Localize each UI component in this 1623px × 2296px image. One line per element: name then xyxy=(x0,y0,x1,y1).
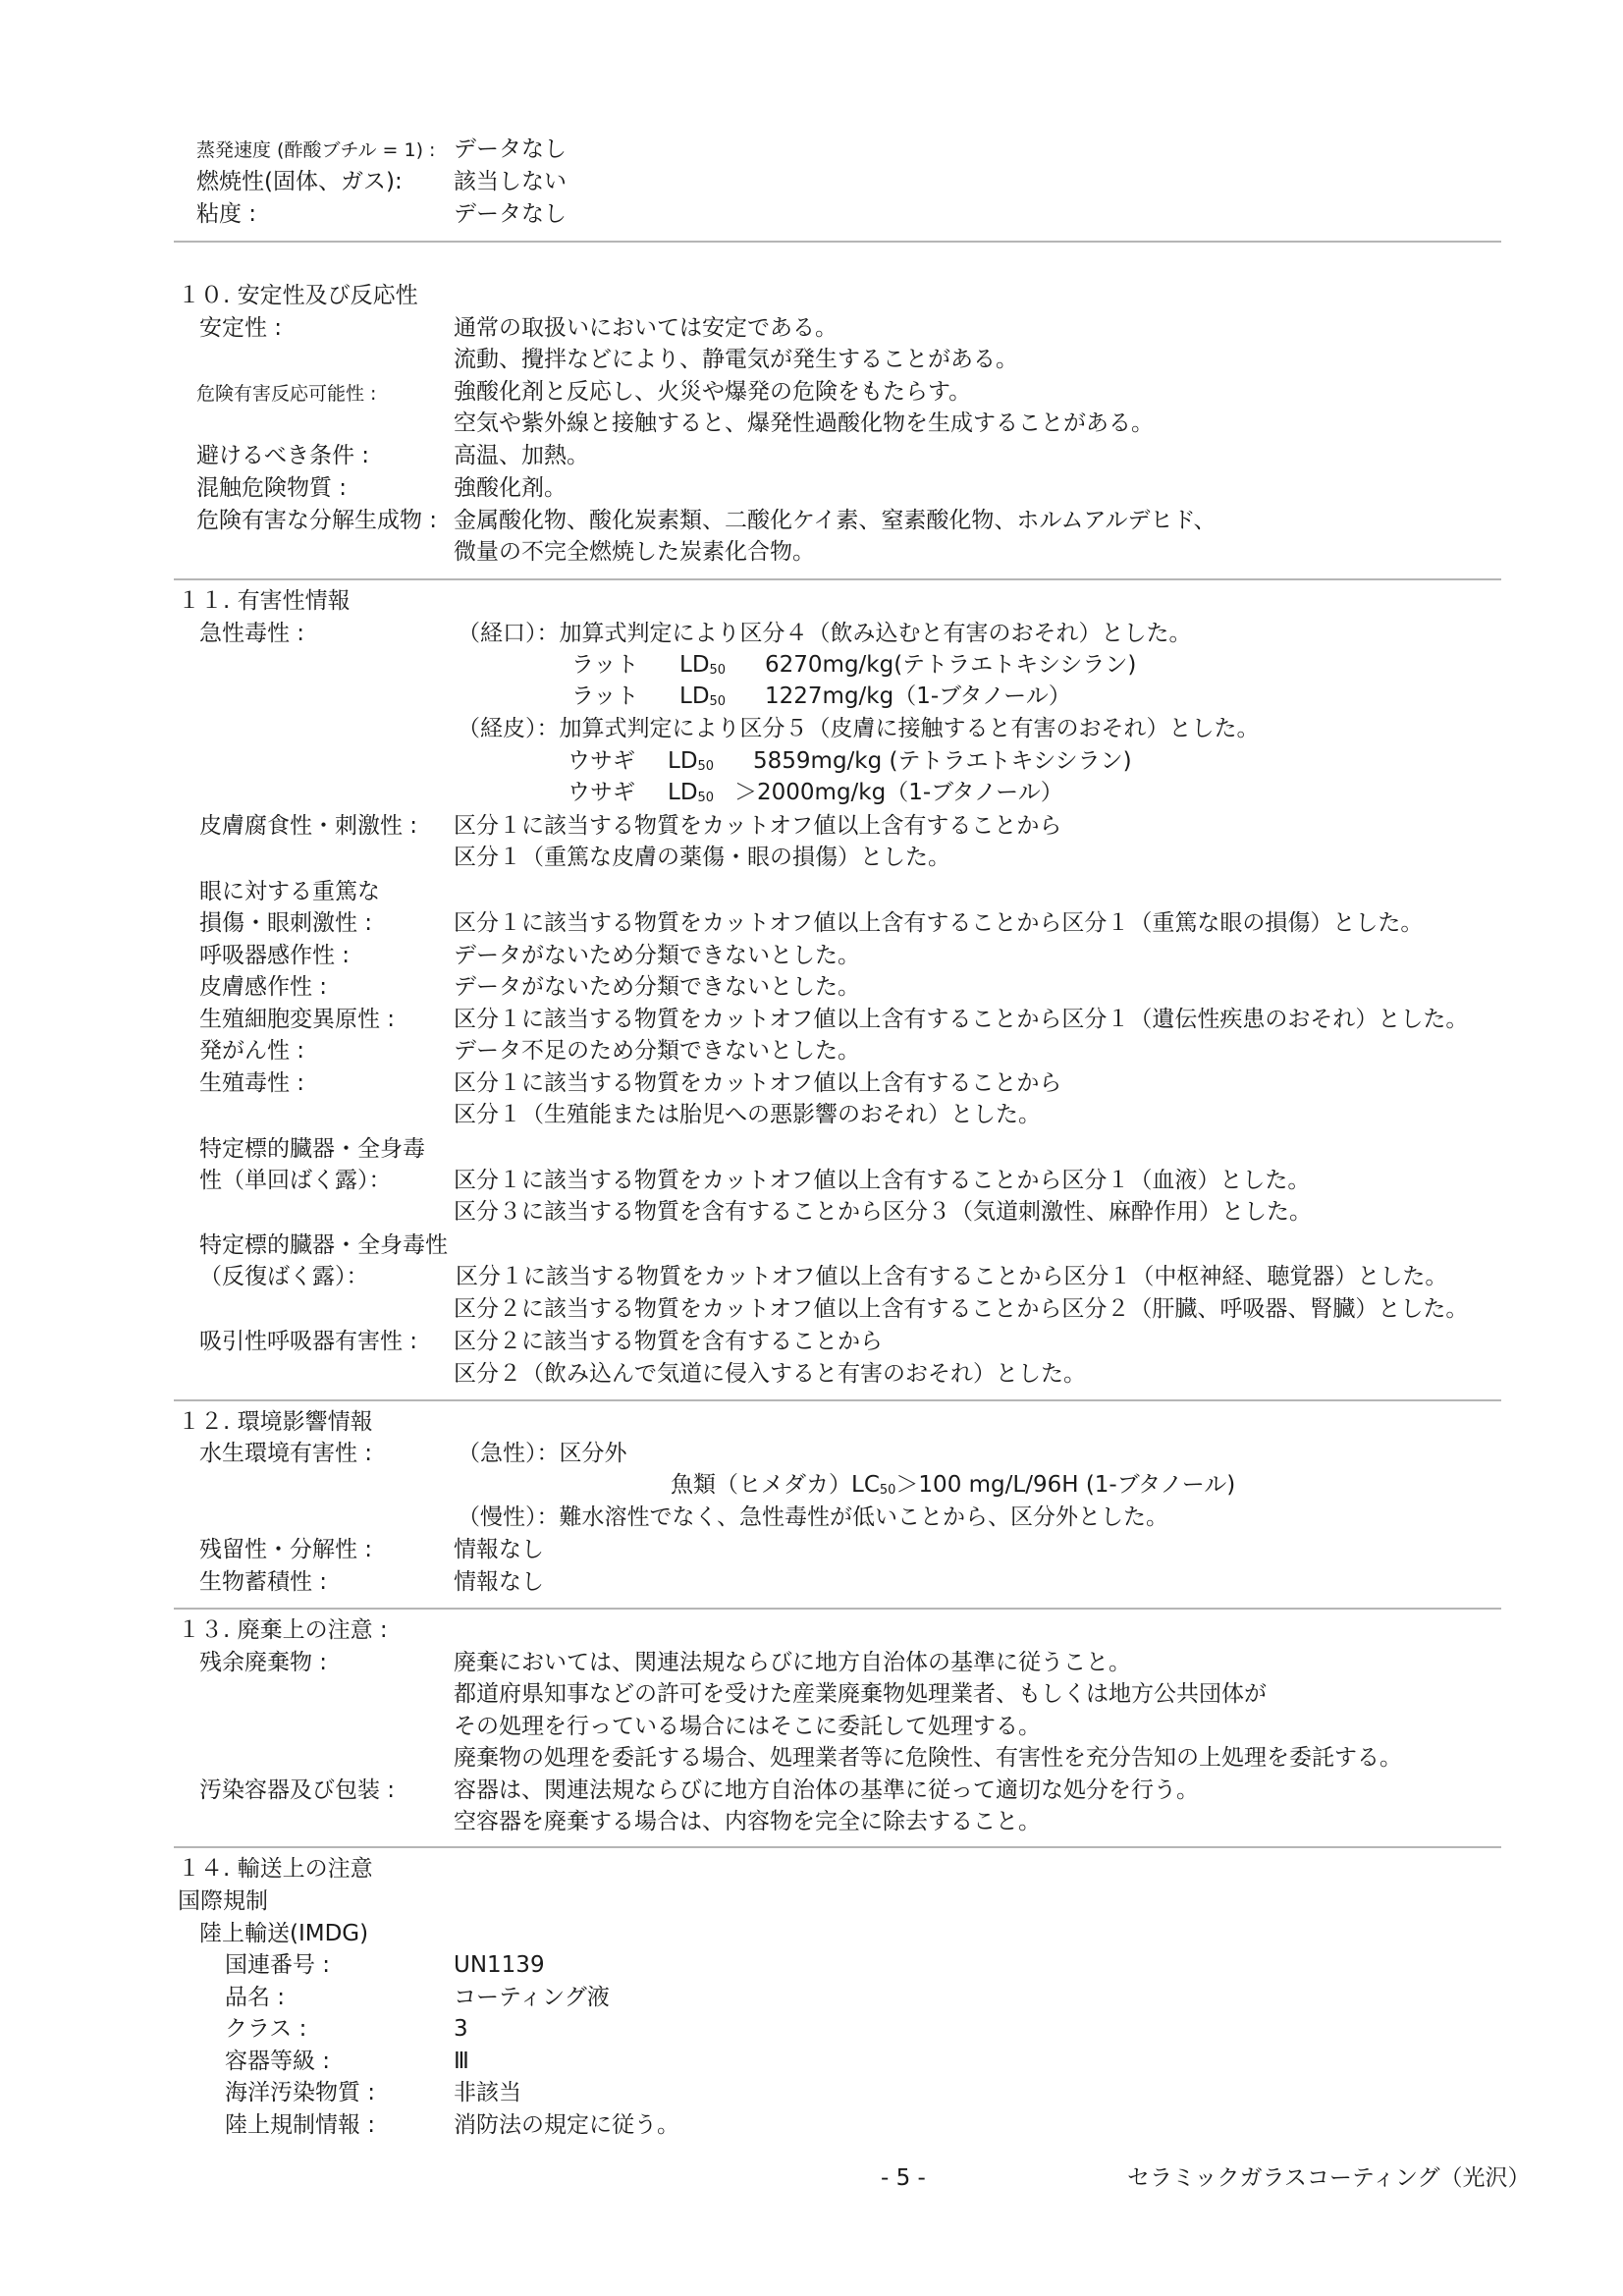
packing-group-label: 容器等級 : xyxy=(225,2049,331,2074)
stot-repeated-line-1: 区分１に該当する物質をカットオフ値以上含有することから区分１（中枢神経、聴覚器）とした。 xyxy=(456,1264,1448,1289)
germ-cell-mutagenicity-value: 区分１に該当する物質をカットオフ値以上含有することから区分１（遺伝性疾患のおそれ）とした。 xyxy=(454,1007,1469,1032)
stot-repeated-label-1: 特定標的臓器・全身毒性 xyxy=(199,1232,448,1258)
contaminated-container-label: 汚染容器及び包装 : xyxy=(199,1777,396,1803)
aspiration-hazard-label: 吸引性呼吸器有害性 : xyxy=(199,1329,418,1354)
viscosity-value: データなし xyxy=(454,201,567,227)
decomposition-products-label: 危険有害な分解生成物 : xyxy=(196,508,438,533)
oral-rat-1-value: 6270mg/kg(テトラエトキシシラン) xyxy=(765,652,1137,678)
marine-pollutant-value: 非該当 xyxy=(454,2080,521,2105)
dermal-rabbit-1-species: ウサギ xyxy=(568,748,635,774)
reproductive-toxicity-label: 生殖毒性 : xyxy=(199,1070,305,1096)
carcinogenicity-value: データ不足のため分類できないとした。 xyxy=(454,1038,860,1064)
skin-corrosion-line-1: 区分１に該当する物質をカットオフ値以上含有することから xyxy=(454,813,1062,839)
residual-waste-line-2: 都道府県知事などの許可を受けた産業廃棄物処理業者、もしくは地方公共団体が xyxy=(454,1681,1267,1707)
stot-repeated-line-2: 区分２に該当する物質をカットオフ値以上含有することから区分２（肝臓、呼吸器、腎臓）とした。 xyxy=(454,1296,1469,1322)
class-label: クラス : xyxy=(225,2016,307,2042)
class-value: 3 xyxy=(454,2016,468,2042)
stability-line-2: 流動、攪拌などにより、静電気が発生することがある。 xyxy=(454,347,1018,372)
dermal-rabbit-1-value: 5859mg/kg (テトラエトキシシラン) xyxy=(753,748,1132,774)
section-divider xyxy=(174,1846,1501,1848)
acute-toxicity-label: 急性毒性 : xyxy=(199,621,305,646)
footer-product-name: セラミックガラスコーティング（光沢） xyxy=(1127,2165,1531,2191)
stability-line-1: 通常の取扱いにおいては安定である。 xyxy=(454,315,838,341)
residual-waste-line-3: その処理を行っている場合にはそこに委託して処理する。 xyxy=(454,1714,1041,1739)
eye-damage-value: 区分１に該当する物質をカットオフ値以上含有することから区分１（重篤な眼の損傷）とした。 xyxy=(454,910,1424,936)
oral-rat-2-value: 1227mg/kg（1-ブタノール） xyxy=(765,683,1071,709)
marine-pollutant-label: 海洋汚染物質 : xyxy=(225,2080,376,2105)
land-regulation-label: 陸上規制情報 : xyxy=(225,2112,376,2138)
section-14-title: １４. 輸送上の注意 xyxy=(178,1856,373,1882)
section-divider xyxy=(174,1608,1501,1610)
aquatic-acute-line: （急性）：区分外 xyxy=(458,1441,627,1466)
eye-damage-label-2: 損傷・眼刺激性 : xyxy=(199,910,373,936)
reactivity-line-2: 空気や紫外線と接触すると、爆発性過酸化物を生成することがある。 xyxy=(454,410,1154,436)
oral-rat-2-species: ラット xyxy=(571,683,639,709)
dermal-line: （経皮）：加算式判定により区分５（皮膚に接触すると有害のおそれ）とした。 xyxy=(458,716,1260,741)
persistence-value: 情報なし xyxy=(454,1537,544,1562)
reactivity-label: 危険有害反応可能性 : xyxy=(196,383,377,405)
reproductive-toxicity-line-2: 区分１（生殖能または胎児への悪影響のおそれ）とした。 xyxy=(454,1102,1041,1127)
residual-waste-line-1: 廃棄においては、関連法規ならびに地方自治体の基準に従うこと。 xyxy=(454,1650,1131,1675)
skin-corrosion-line-2: 区分１（重篤な皮膚の薬傷・眼の損傷）とした。 xyxy=(454,845,950,870)
reactivity-line-1: 強酸化剤と反応し、火災や爆発の危険をもたらす。 xyxy=(454,379,972,405)
aquatic-chronic-line: （慢性）：難水溶性でなく、急性毒性が低いことから、区分外とした。 xyxy=(458,1504,1169,1530)
conditions-to-avoid-label: 避けるべき条件 : xyxy=(196,443,370,468)
section-11-title: １１. 有害性情報 xyxy=(178,588,351,614)
bioaccumulation-value: 情報なし xyxy=(454,1569,544,1595)
stot-single-line-1: 区分１に該当する物質をカットオフ値以上含有することから区分１（血液）とした。 xyxy=(454,1168,1311,1193)
international-regulations: 国際規制 xyxy=(178,1888,268,1914)
section-13-title: １３. 廃棄上の注意 : xyxy=(178,1617,388,1643)
conditions-to-avoid-value: 高温、加熱。 xyxy=(454,443,589,468)
incompatible-materials-label: 混触危険物質 : xyxy=(196,475,348,501)
flammability-label: 燃焼性(固体、ガス): xyxy=(196,169,403,194)
stot-single-line-2: 区分３に該当する物質を含有することから区分３（気道刺激性、麻酔作用）とした。 xyxy=(454,1199,1312,1225)
section-divider xyxy=(174,241,1501,243)
oral-rat-2-ld50: $LD_{50}$ xyxy=(679,683,727,709)
dermal-rabbit-2-ld50: $LD_{50}$ xyxy=(668,780,715,805)
product-name-value: コーティング液 xyxy=(454,1985,610,2010)
stot-single-label-2: 性（単回ばく露）： xyxy=(199,1168,392,1193)
oral-rat-1-ld50: $LD_{50}$ xyxy=(679,652,727,678)
respiratory-sensitization-value: データがないため分類できないとした。 xyxy=(454,943,860,968)
stot-single-label-1: 特定標的臓器・全身毒 xyxy=(199,1136,425,1162)
reproductive-toxicity-line-1: 区分１に該当する物質をカットオフ値以上含有することから xyxy=(454,1070,1062,1096)
section-10-title: １０. 安定性及び反応性 xyxy=(178,283,418,308)
decomposition-line-1: 金属酸化物、酸化炭素類、二酸化ケイ素、窒素酸化物、ホルムアルデヒド、 xyxy=(454,508,1217,533)
product-name-label: 品名 : xyxy=(225,1985,286,2010)
dermal-rabbit-2-species: ウサギ xyxy=(568,780,635,805)
contaminated-container-line-1: 容器は、関連法規ならびに地方自治体の基準に従って適切な処分を行う。 xyxy=(454,1777,1199,1803)
section-divider xyxy=(174,1399,1501,1401)
respiratory-sensitization-label: 呼吸器感作性 : xyxy=(199,943,351,968)
germ-cell-mutagenicity-label: 生殖細胞変異原性 : xyxy=(199,1007,396,1032)
aspiration-hazard-line-1: 区分２に該当する物質を含有することから xyxy=(454,1329,883,1354)
flammability-value: 該当しない xyxy=(454,169,567,194)
stability-label: 安定性 : xyxy=(199,315,283,341)
aspiration-hazard-line-2: 区分２（飲み込んで気道に侵入すると有害のおそれ）とした。 xyxy=(454,1361,1086,1387)
stot-repeated-label-2: （反復ばく露）： xyxy=(199,1264,369,1289)
residual-waste-line-4: 廃棄物の処理を委託する場合、処理業者等に危険性、有害性を充分告知の上処理を委託する。 xyxy=(454,1745,1402,1771)
oral-line: （経口）：加算式判定により区分４（飲み込むと有害のおそれ）とした。 xyxy=(458,621,1192,646)
dermal-rabbit-1-ld50: $LD_{50}$ xyxy=(668,748,715,774)
land-regulation-value: 消防法の規定に従う。 xyxy=(454,2112,679,2138)
decomposition-line-2: 微量の不完全燃焼した炭素化合物。 xyxy=(454,539,815,565)
evaporation-rate-value: データなし xyxy=(454,137,567,162)
evaporation-rate-label: 蒸発速度 (酢酸ブチル = 1) : xyxy=(196,139,436,161)
skin-sensitization-label: 皮膚感作性 : xyxy=(199,974,328,1000)
oral-rat-1-species: ラット xyxy=(571,652,639,678)
persistence-label: 残留性・分解性 : xyxy=(199,1537,373,1562)
section-12-title: １２. 環境影響情報 xyxy=(178,1409,373,1435)
bioaccumulation-label: 生物蓄積性 : xyxy=(199,1569,328,1595)
skin-sensitization-value: データがないため分類できないとした。 xyxy=(454,974,860,1000)
packing-group-value: Ⅲ xyxy=(454,2049,469,2074)
page-number: - 5 - xyxy=(881,2165,926,2191)
aquatic-fish-line: 魚類（ヒメダカ）$LC_{50}>100$ mg/L/96H (1-ブタノール) xyxy=(671,1472,1236,1498)
residual-waste-label: 残余廃棄物 : xyxy=(199,1650,328,1675)
aquatic-hazard-label: 水生環境有害性 : xyxy=(199,1441,373,1466)
carcinogenicity-label: 発がん性 : xyxy=(199,1038,305,1064)
un-number-value: UN1139 xyxy=(454,1952,545,1978)
skin-corrosion-label: 皮膚腐食性・刺激性 : xyxy=(199,813,418,839)
viscosity-label: 粘度 : xyxy=(196,201,257,227)
land-transport-heading: 陸上輸送(IMDG) xyxy=(199,1921,369,1946)
section-divider xyxy=(174,578,1501,580)
dermal-rabbit-2-value: ＞2000mg/kg（1-ブタノール） xyxy=(734,780,1063,805)
contaminated-container-line-2: 空容器を廃棄する場合は、内容物を完全に除去すること。 xyxy=(454,1809,1041,1834)
un-number-label: 国連番号 : xyxy=(225,1952,331,1978)
eye-damage-label-1: 眼に対する重篤な xyxy=(199,879,380,904)
incompatible-materials-value: 強酸化剤。 xyxy=(454,475,567,501)
